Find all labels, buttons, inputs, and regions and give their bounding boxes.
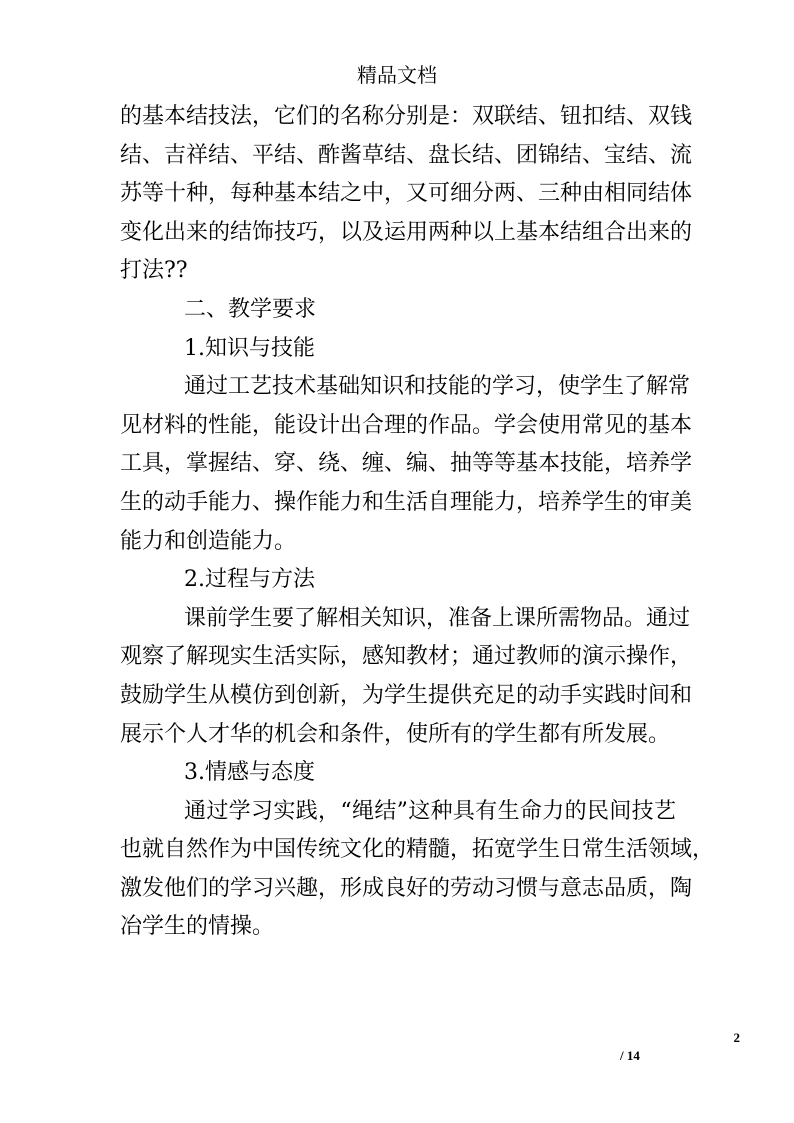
text-line: 工具，掌握结、穿、绕、缠、编、抽等等基本技能，培养学 xyxy=(120,451,693,477)
text-line: 结、吉祥结、平结、酢酱草结、盘长结、团锦结、宝结、流 xyxy=(120,142,693,168)
text-line: 鼓励学生从模仿到创新，为学生提供充足的动手实践时间和 xyxy=(120,682,693,708)
text-line: 通过工艺技术基础知识和技能的学习，使学生了解常 xyxy=(184,374,691,400)
text-line: 能力和创造能力。 xyxy=(120,528,297,554)
page-header-title: 精品文档 xyxy=(357,63,437,87)
text-line: 生的动手能力、操作能力和生活自理能力，培养学生的审美 xyxy=(120,489,693,515)
subsection-heading: 1.知识与技能 xyxy=(184,335,315,361)
page-total: / 14 xyxy=(620,1048,640,1063)
text-line: 激发他们的学习兴趣，形成良好的劳动习惯与意志品质，陶 xyxy=(120,875,693,901)
text-line: 冶学生的情操。 xyxy=(120,914,275,940)
text-line: 通过学习实践，“绳结”这种具有生命力的民间技艺 xyxy=(184,798,676,824)
section-heading: 二、教学要求 xyxy=(184,296,317,322)
document-body xyxy=(120,98,715,947)
page-number: 2 xyxy=(733,1030,740,1045)
text-line: 的基本结技法，它们的名称分别是：双联结、钮扣结、双钱 xyxy=(120,104,693,129)
text-line: 课前学生要了解相关知识，准备上课所需物品。通过 xyxy=(184,605,691,631)
text-line: 观察了解现实生活实际，感知教材；通过教师的演示操作， xyxy=(120,644,693,670)
text-line: 变化出来的结饰技巧，以及运用两种以上基本结组合出来的 xyxy=(120,219,693,245)
subsection-heading: 3.情感与态度 xyxy=(184,760,315,786)
subsection-heading: 2.过程与方法 xyxy=(184,567,315,593)
text-line: 见材料的性能，能设计出合理的作品。学会使用常见的基本 xyxy=(120,412,693,438)
text-line: 打法?? xyxy=(120,258,188,284)
text-line: 苏等十种，每种基本结之中，又可细分两、三种由相同结体 xyxy=(120,181,693,207)
text-line: 也就自然作为中国传统文化的精髓，拓宽学生日常生活领域， xyxy=(120,837,715,863)
text-line: 展示个人才华的机会和条件，使所有的学生都有所发展。 xyxy=(120,721,671,747)
